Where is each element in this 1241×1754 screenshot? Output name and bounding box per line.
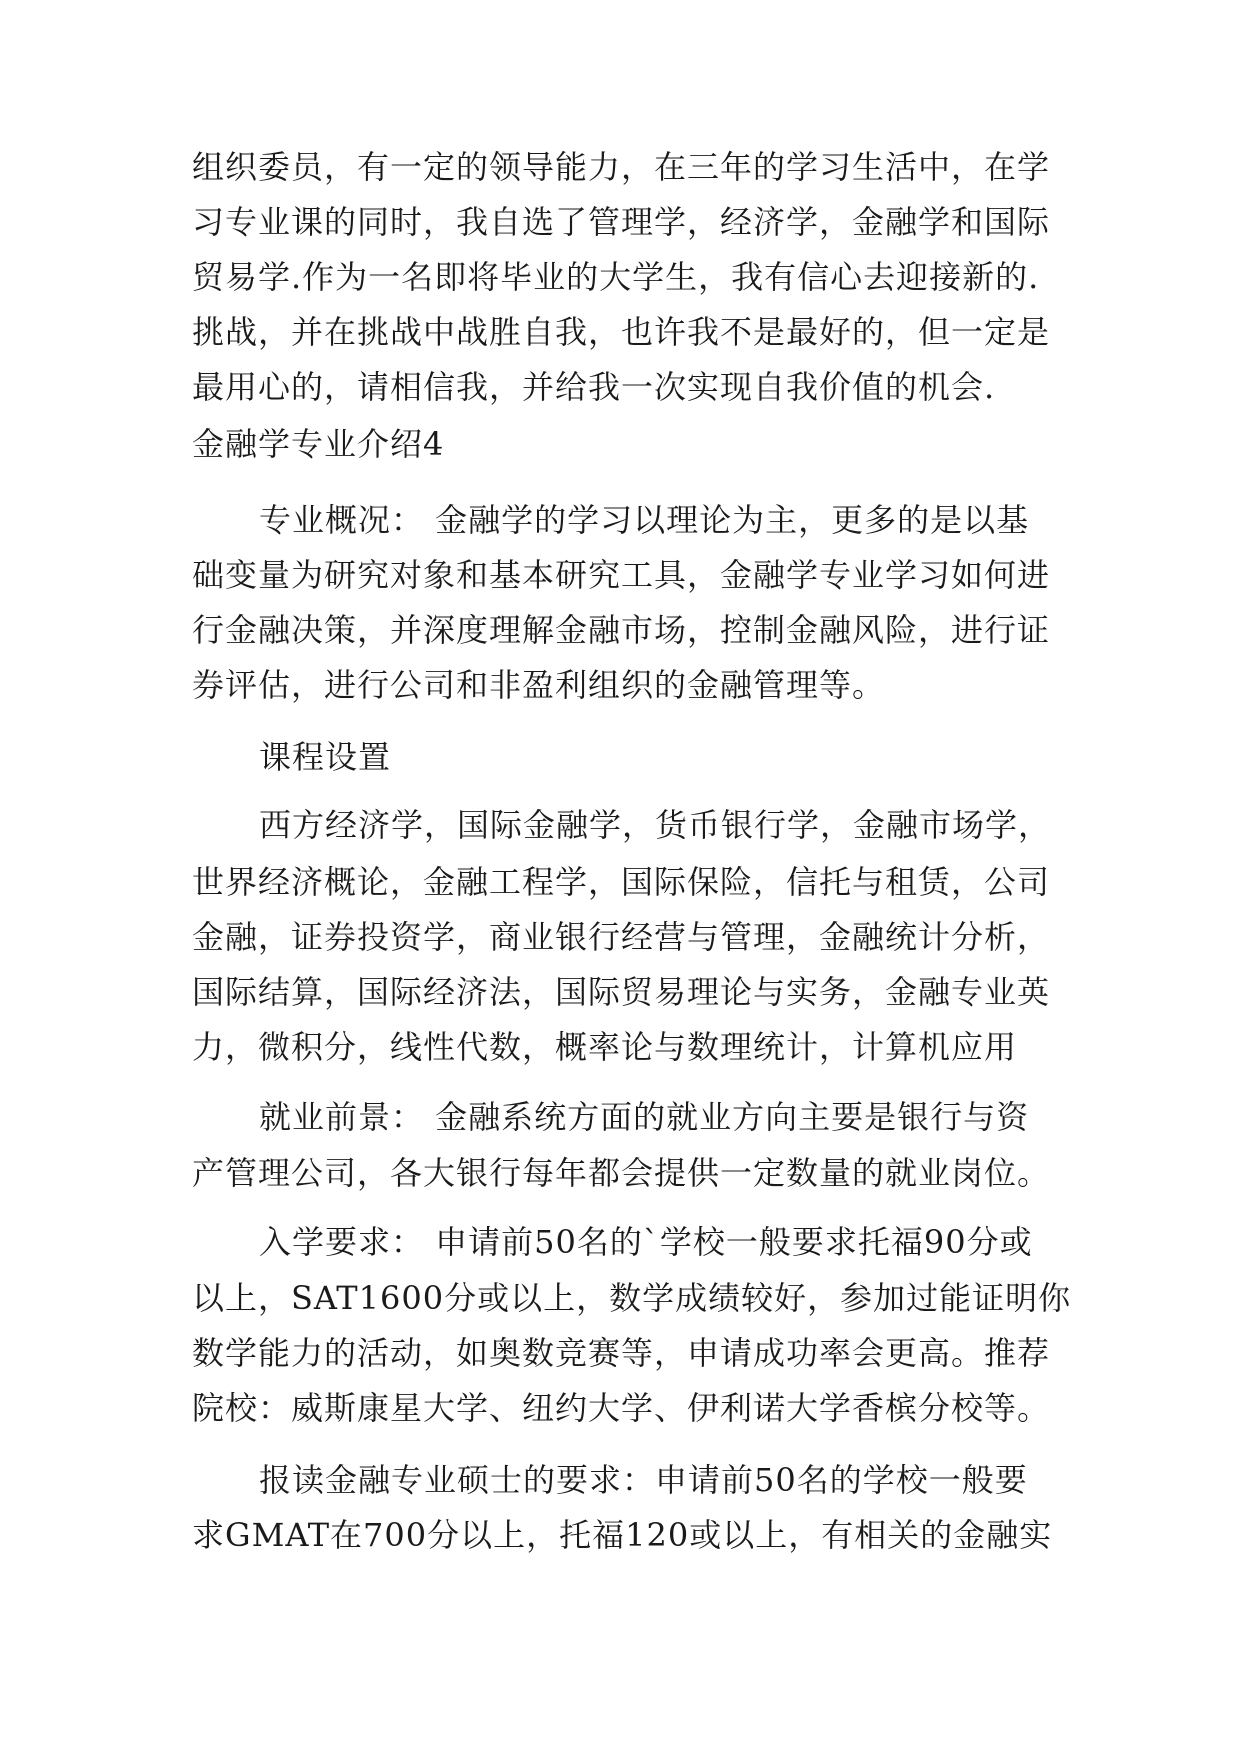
paragraph-line: 贸易学.作为一名即将毕业的大学生，我有信心去迎接新的. — [192, 258, 1040, 296]
paragraph-line: 国际结算，国际经济法，国际贸易理论与实务，金融专业英 — [192, 973, 1051, 1011]
paragraph-line: 力，微积分，线性代数，概率论与数理统计，计算机应用 — [192, 1028, 1018, 1066]
paragraph-line: 数学能力的活动，如奥数竞赛等，申请成功率会更高。推荐 — [192, 1334, 1051, 1372]
paragraph-line: 最用心的，请相信我，并给我一次实现自我价值的机会. — [192, 368, 996, 406]
paragraph-line: 券评估，进行公司和非盈利组织的金融管理等。 — [192, 666, 886, 704]
paragraph-line: 院校：威斯康星大学、纽约大学、伊利诺大学香槟分校等。 — [192, 1389, 1051, 1427]
paragraph-line: 就业前景： 金融系统方面的就业方向主要是银行与资 — [259, 1098, 1030, 1136]
paragraph-line: 础变量为研究对象和基本研究工具，金融学专业学习如何进 — [192, 556, 1051, 594]
paragraph-line: 习专业课的同时，我自选了管理学，经济学，金融学和国际 — [192, 203, 1051, 241]
paragraph-line: 挑战，并在挑战中战胜自我，也许我不是最好的，但一定是 — [192, 313, 1051, 351]
paragraph-line: 报读金融专业硕士的要求：申请前50名的学校一般要 — [259, 1461, 1028, 1499]
paragraph-line: 金融，证券投资学，商业银行经营与管理，金融统计分析， — [192, 918, 1051, 956]
paragraph-line: 求GMAT在700分以上，托福120或以上，有相关的金融实 — [192, 1516, 1053, 1554]
paragraph-line: 世界经济概论，金融工程学，国际保险，信托与租赁，公司 — [192, 863, 1051, 901]
subheading: 课程设置 — [259, 738, 392, 776]
paragraph-line: 组织委员，有一定的领导能力，在三年的学习生活中，在学 — [192, 148, 1051, 186]
paragraph-line: 专业概况： 金融学的学习以理论为主，更多的是以基 — [259, 501, 1030, 539]
paragraph-line: 西方经济学，国际金融学，货币银行学，金融市场学， — [259, 806, 1052, 844]
paragraph-line: 产管理公司，各大银行每年都会提供一定数量的就业岗位。 — [192, 1154, 1051, 1192]
paragraph-line: 入学要求： 申请前50名的`学校一般要求托福90分或 — [259, 1223, 1033, 1261]
paragraph-line: 行金融决策，并深度理解金融市场，控制金融风险，进行证 — [192, 611, 1051, 649]
section-heading: 金融学专业介绍4 — [192, 425, 445, 463]
paragraph-line: 以上，SAT1600分或以上，数学成绩较好，参加过能证明你 — [192, 1279, 1072, 1317]
